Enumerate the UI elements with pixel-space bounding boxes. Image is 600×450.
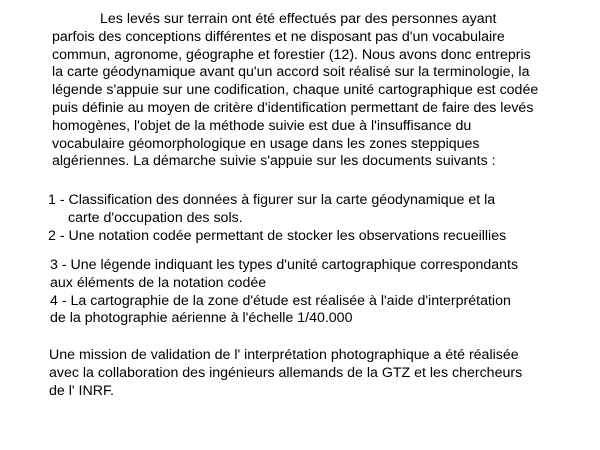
intro-line-4: la carte géodynamique avant qu'un accord soit réalisé sur la terminologie, la: [52, 64, 530, 81]
document-list-first: [48, 192, 568, 245]
intro-line-9: algériennes. La démarche suivie s'appuie sur les documents suivants :: [52, 153, 496, 170]
list-item-2: 2 - Une notation codée permettant de stocker les observations recueillies: [48, 227, 507, 244]
closing-line-1: Une mission de validation de l' interprétation photographique a été réalisée: [49, 347, 519, 363]
closing-paragraph: [49, 347, 569, 400]
list-item-3: 3 - Une légende indiquant les types d'unité cartographique correspondants: [50, 257, 519, 273]
intro-line-8: vocabulaire géomorphologique en usage dans les zones steppiques: [52, 135, 480, 152]
closing-line-2: avec la collaboration des ingénieurs allemands de la GTZ et les chercheurs: [49, 364, 523, 381]
intro-line-6: puis définie au moyen de critère d'identification permettant de faire des levés: [52, 99, 534, 116]
list-item-4: 4 - La cartographie de la zone d'étude est réalisée à l'aide d'interprétation: [50, 292, 511, 309]
intro-line-5: légende s'appuie sur une codification, chaque unité cartographique est codée: [52, 82, 539, 99]
intro-line-7: homogènes, l'objet de la méthode suivie est due à l'insuffisance du: [52, 117, 472, 134]
intro-line-3: commun, agronome, géographe et forestier (12). Nous avons donc entrepris: [52, 46, 531, 63]
document-list-second: [50, 257, 570, 328]
list-item-1-continuation: carte d'occupation des sols.: [68, 209, 243, 226]
list-item-1: 1 - Classification des données à figurer sur la carte géodynamique et la: [48, 192, 496, 208]
list-item-4-continuation: de la photographie aérienne à l'échelle 1/40.000: [50, 310, 353, 327]
closing-line-3: de l' INRF.: [49, 382, 114, 399]
list-item-3-continuation: aux éléments de la notation codée: [50, 274, 267, 291]
intro-line-1: Les levés sur terrain ont été effectués par des personnes ayant: [100, 11, 497, 27]
intro-paragraph: [52, 11, 572, 171]
intro-line-2: parfois des conceptions différentes et ne disposant pas d'un vocabulaire: [52, 28, 505, 45]
